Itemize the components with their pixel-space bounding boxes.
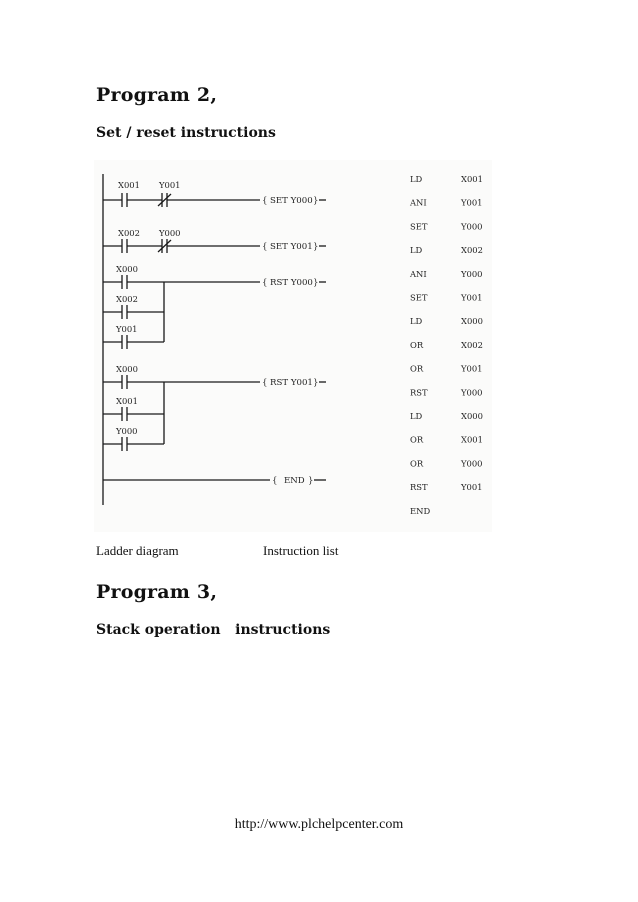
instruction-arg: X002 [461,245,483,256]
instruction-arg: X001 [461,174,483,184]
svg-text:}: } [313,242,319,252]
rung-2 [103,228,326,253]
contact-label: Y000 [159,228,181,238]
coil-label: SET Y001 [270,242,313,252]
contact-label: Y001 [116,324,138,334]
contact-label: X002 [118,228,140,238]
instruction-op: LD [410,316,423,327]
contact-label: X000 [116,264,138,274]
program3-title: Program 3, [96,581,218,603]
instruction-op: LD [410,411,423,421]
instruction-op: OR [410,434,424,445]
instruction-arg: Y000 [461,268,483,279]
instruction-op: END [410,505,431,516]
program2-title: Program 2, [96,84,218,106]
svg-text:}: } [313,378,319,388]
svg-text:{: { [262,278,268,288]
svg-text:}: } [313,196,319,206]
program3-subtitle: Stack operation instructions [96,622,331,638]
instruction-list [409,174,483,516]
instruction-op: OR [410,363,424,374]
svg-text:{: { [262,378,268,388]
instruction-op: SET [410,221,428,232]
coil-bracket-left: { [262,196,268,206]
instruction-arg: Y000 [461,221,483,232]
instruction-arg: X001 [461,434,483,445]
svg-text:{: { [272,476,278,486]
contact-label: X002 [116,294,138,304]
rung-1 [103,180,326,207]
end-rung [103,476,326,486]
contact-label: X001 [118,180,140,190]
instruction-arg: Y001 [461,363,483,374]
svg-text:{: { [262,242,268,252]
instruction-op: ANI [410,268,427,279]
contact-label: X000 [116,364,138,374]
instruction-arg: Y001 [461,197,483,208]
svg-text:}: } [313,278,319,288]
instruction-list-caption: Instruction list [263,543,339,558]
instruction-op: LD [410,245,423,256]
instruction-op: OR [410,458,424,469]
contact-label: X001 [116,396,138,406]
coil-label: SET Y000 [270,196,313,206]
contact-label: Y001 [159,180,181,190]
instruction-op: SET [410,292,428,303]
coil-label: RST Y000 [270,278,313,288]
instruction-op: RST [410,482,428,493]
coil-label: RST Y001 [270,378,313,388]
end-label: END [284,476,305,486]
rung-3 [103,264,326,349]
program2-subtitle: Set / reset instructions [96,125,276,141]
instruction-arg: X000 [461,411,483,421]
contact-label: Y000 [116,426,138,436]
ladder-svg [94,160,492,532]
svg-text:}: } [308,476,314,486]
instruction-arg: Y001 [461,292,483,303]
footer-url: http://www.plchelpcenter.com [234,817,404,832]
instruction-arg: Y000 [461,458,483,469]
instruction-op: OR [410,339,424,350]
ladder-diagram-figure [94,160,492,532]
instruction-arg: X002 [461,339,483,350]
rung-4 [103,364,326,451]
instruction-arg: X000 [461,316,483,327]
ladder-diagram-caption: Ladder diagram [96,543,179,558]
instruction-arg: Y001 [461,482,483,493]
instruction-op: LD [410,174,423,184]
instruction-op: ANI [410,197,427,208]
instruction-arg: Y000 [461,387,483,398]
instruction-op: RST [410,387,428,398]
